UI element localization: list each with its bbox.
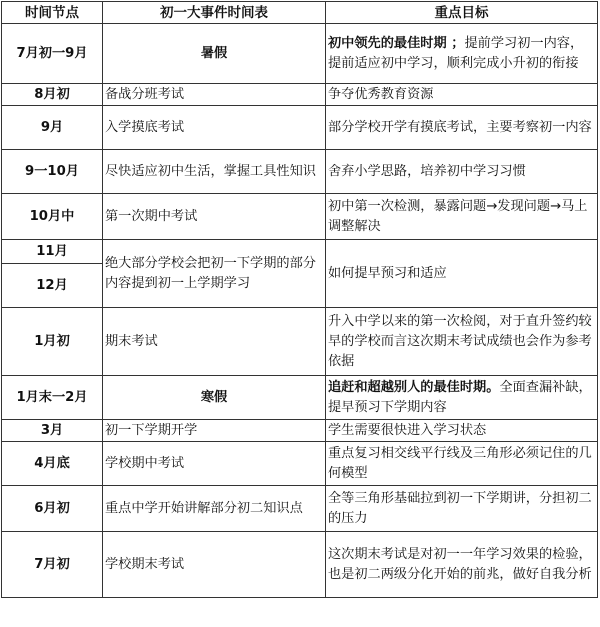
time-cell: 9月 bbox=[2, 106, 103, 150]
time-cell: 7月初 bbox=[2, 532, 103, 598]
time-cell: 4月底 bbox=[2, 442, 103, 486]
goal-text: 全面查漏补缺，提早预习下学期内容 bbox=[328, 379, 592, 415]
table-row bbox=[2, 194, 598, 240]
time-cell: 8月初 bbox=[2, 84, 103, 106]
table-row bbox=[2, 24, 598, 84]
goal-cell: 学生需要很快进入学习状态 bbox=[326, 420, 598, 442]
time-cell: 12月 bbox=[2, 264, 103, 308]
event-cell: 绝大部分学校会把初一下学期的部分内容提到初一上学期学习 bbox=[103, 240, 326, 308]
goal-cell: 升入中学以来的第一次检阅，对于直升签约较早的学校而言这次期末考试成绩也会作为参考依据 bbox=[326, 308, 598, 376]
event-cell: 初一下学期开学 bbox=[103, 420, 326, 442]
table-row bbox=[2, 420, 598, 442]
header-goal: 重点目标 bbox=[326, 2, 598, 24]
table-row bbox=[2, 532, 598, 598]
time-cell: 3月 bbox=[2, 420, 103, 442]
goal-text: 提前学习初一内容，提前适应初中学习，顺利完成小升初的衔接 bbox=[328, 35, 584, 71]
table-row bbox=[2, 150, 598, 194]
goal-cell: 部分学校开学有摸底考试，主要考察初一内容 bbox=[326, 106, 598, 150]
time-cell: 7月初一9月 bbox=[2, 24, 103, 84]
time-cell: 10月中 bbox=[2, 194, 103, 240]
time-cell: 9一10月 bbox=[2, 150, 103, 194]
table-row bbox=[2, 486, 598, 532]
goal-cell: 初中第一次检测，暴露问题→发现问题→马上调整解决 bbox=[326, 194, 598, 240]
schedule-table bbox=[1, 1, 598, 598]
header-row bbox=[2, 2, 598, 24]
event-cell: 重点中学开始讲解部分初二知识点 bbox=[103, 486, 326, 532]
table-row bbox=[2, 106, 598, 150]
goal-cell: 全等三角形基础拉到初一下学期讲，分担初二的压力 bbox=[326, 486, 598, 532]
time-cell: 1月初 bbox=[2, 308, 103, 376]
time-cell: 11月 bbox=[2, 240, 103, 264]
table-row bbox=[2, 84, 598, 106]
table-row bbox=[2, 240, 598, 264]
event-cell: 入学摸底考试 bbox=[103, 106, 326, 150]
time-cell: 1月末一2月 bbox=[2, 376, 103, 420]
header-event: 初一大事件时间表 bbox=[103, 2, 326, 24]
goal-cell: 重点复习相交线平行线及三角形必须记住的几何模型 bbox=[326, 442, 598, 486]
goal-highlight: 追赶和超越别人的最佳时期。 bbox=[328, 379, 500, 395]
event-cell: 寒假 bbox=[103, 376, 326, 420]
table-row bbox=[2, 442, 598, 486]
goal-cell: 这次期末考试是对初一一年学习效果的检验，也是初二两级分化开始的前兆，做好自我分析 bbox=[326, 532, 598, 598]
goal-cell bbox=[326, 376, 598, 420]
goal-cell: 如何提早预习和适应 bbox=[326, 240, 598, 308]
event-cell: 暑假 bbox=[103, 24, 326, 84]
event-cell: 学校期中考试 bbox=[103, 442, 326, 486]
time-cell: 6月初 bbox=[2, 486, 103, 532]
event-cell: 备战分班考试 bbox=[103, 84, 326, 106]
event-cell: 学校期末考试 bbox=[103, 532, 326, 598]
table-row bbox=[2, 376, 598, 420]
goal-highlight: 初中领先的最佳时期 ； bbox=[328, 35, 465, 51]
event-cell: 期末考试 bbox=[103, 308, 326, 376]
goal-cell: 舍弃小学思路，培养初中学习习惯 bbox=[326, 150, 598, 194]
table-row bbox=[2, 308, 598, 376]
goal-cell: 争夺优秀教育资源 bbox=[326, 84, 598, 106]
header-time: 时间节点 bbox=[2, 2, 103, 24]
goal-cell bbox=[326, 24, 598, 84]
event-cell: 尽快适应初中生活，掌握工具性知识 bbox=[103, 150, 326, 194]
event-cell: 第一次期中考试 bbox=[103, 194, 326, 240]
